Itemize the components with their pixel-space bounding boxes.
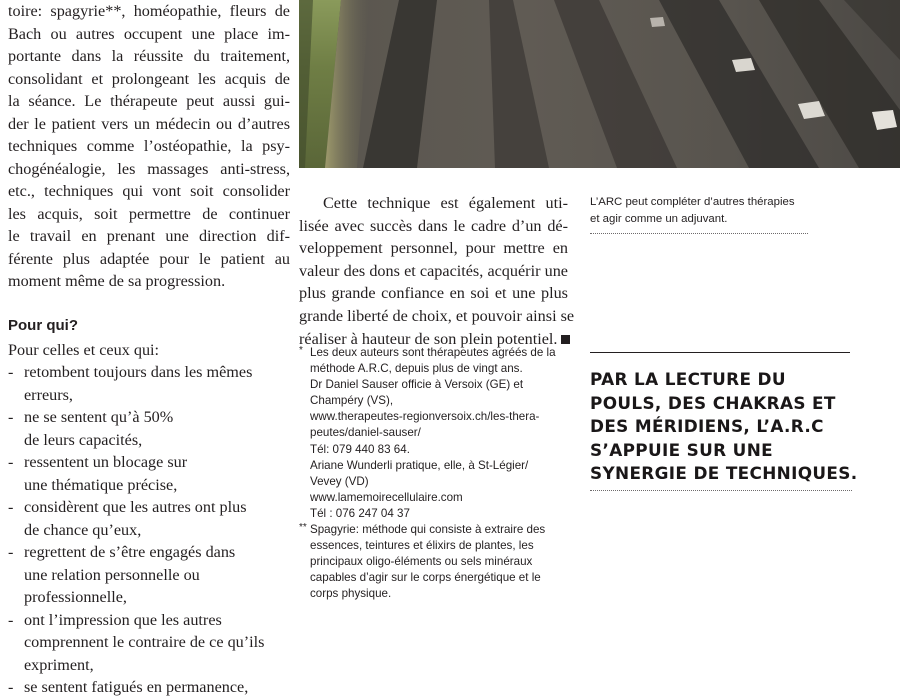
bullet-dash: - — [8, 543, 14, 561]
list-item-text: ressentent un blocage sur — [24, 453, 188, 471]
list-item-text: une thématique précise, — [24, 475, 178, 494]
list-item-text: comprennent le contraire de ce qu’ils — [24, 633, 265, 651]
caption-line: et agir comme un adjuvant. — [590, 212, 728, 225]
section-heading: Pour qui? — [8, 316, 78, 334]
pull-quote-top-rule — [590, 352, 850, 353]
text-line: le travail en prenant une direction dif- — [8, 227, 290, 245]
text-line: plus grande confiance en soi et une plus — [299, 284, 568, 303]
list-item-text: de chance qu’eux, — [24, 520, 142, 539]
footnote-link[interactable]: www.therapeutes-regionversoix.ch/les-thera- — [310, 410, 540, 424]
text-line: techniques comme l’ostéopathie, la psy- — [8, 137, 290, 155]
photo-caption — [590, 194, 830, 227]
bullet-dash: - — [8, 678, 14, 696]
list-item-text: regrettent de s’être engagés dans — [24, 543, 236, 561]
left-column — [8, 0, 290, 699]
text-line: moment même de sa progression. — [8, 272, 226, 290]
footnote — [299, 345, 567, 522]
pull-quote-bottom-divider — [590, 490, 852, 491]
intro-text: Pour celles et ceux qui: — [8, 340, 160, 359]
bullet-dash: - — [8, 453, 14, 471]
list-item-text: retombent toujours dans les mêmes — [24, 363, 253, 381]
text-line: Bach ou autres occupent une place im- — [8, 24, 290, 43]
list-item — [8, 676, 290, 699]
text-line: etc., techniques qui vont soit consolider — [8, 182, 290, 200]
text-line: grande liberté de choix, et pouvoir ainsi se — [299, 306, 575, 325]
list-item-text: ne se sentent qu’à 50% — [24, 408, 174, 426]
pull-quote-line: POULS, DES CHAKRAS ET — [590, 393, 836, 414]
text-line: chogénéalogie, les massages anti-stress, — [8, 159, 290, 178]
pull-quote — [590, 369, 870, 487]
list-item-text: se sentent fatigués en permanence, — [24, 678, 249, 696]
footnotes — [299, 345, 567, 603]
pull-quote-line: DES MÉRIDIENS, L’A.R.C — [590, 417, 824, 437]
bullet-dash: - — [8, 610, 14, 629]
pull-quote-line: S’APPUIE SUR UNE — [590, 440, 773, 461]
caption-line: L’ARC peut compléter d’autres thérapies — [590, 196, 795, 208]
list-item-text: de leurs capacités, — [24, 430, 143, 449]
footnote-text: Ariane Wunderli pratique, elle, à St-Légier/ — [310, 458, 529, 472]
end-of-article-square-icon — [561, 335, 570, 344]
left-paragraph — [8, 0, 290, 293]
footnote-text: capables d’agir sur le corps énergétique et le — [310, 571, 541, 585]
text-line: Cette technique est également uti- — [323, 194, 568, 212]
road-photo-icon — [299, 0, 900, 168]
text-line: toire: spagyrie**, homéopathie, fleurs de — [8, 2, 290, 20]
footnote-text: Les deux auteurs sont thérapeutes agréés de la — [310, 346, 556, 359]
text-line: portante dans la réussite du traitement, — [8, 47, 290, 65]
list-item — [8, 451, 290, 496]
bullet-dash: - — [8, 408, 14, 426]
footnote-text: Tél: 079 440 83 64. — [310, 442, 410, 456]
text-line: les acquis, soit permettre de continuer — [8, 204, 290, 223]
bullet-list — [8, 361, 290, 699]
footnote-text: Dr Daniel Sauser officie à Versoix (GE) et — [310, 378, 524, 392]
footnote-text: principaux oligo-éléments ou sels minéraux — [310, 555, 533, 569]
list-item-text: une relation personnelle ou — [24, 565, 200, 584]
footnote-link[interactable]: peutes/daniel-sauser/ — [310, 426, 421, 440]
footnote-text: corps physique. — [310, 587, 392, 601]
list-item — [8, 496, 290, 541]
caption-divider — [590, 233, 808, 234]
list-item-text: professionnelle, — [24, 588, 127, 606]
text-line: veloppement personnel, pour mettre en — [299, 239, 568, 258]
road-photo — [299, 0, 900, 168]
footnote-text: Vevey (VD) — [310, 474, 369, 488]
text-line: férente plus adaptée pour le patient au — [8, 249, 290, 268]
list-item-text: expriment, — [24, 655, 94, 674]
text-line: valeur des dons et capacités, acquérir une — [299, 261, 568, 280]
footnote-text: essences, teintures et élixirs de plantes, les — [310, 539, 534, 553]
footnote-marker: * — [299, 345, 303, 356]
list-item — [8, 406, 290, 451]
footnote-text: Champéry (VS), — [310, 394, 394, 408]
text-line: lisée avec succès dans le cadre d’un dé- — [299, 216, 568, 235]
pull-quote-line: PAR LA LECTURE DU — [590, 370, 786, 390]
list-item-text: ont l’impression que les autres — [24, 610, 222, 629]
footnote-link[interactable]: www.lamemoirecellulaire.com — [310, 490, 463, 504]
text-line: consolidant et prolongeant les acquis de — [8, 69, 290, 88]
list-item — [8, 609, 290, 677]
text-line: la séance. Le thérapeute peut aussi gui- — [8, 92, 290, 110]
middle-column — [299, 192, 575, 350]
footnote-text: Tél : 076 247 04 37 — [310, 506, 410, 520]
text-line: der le patient vers un médecin ou d’autres — [8, 114, 290, 133]
list-item-text: considèrent que les autres ont plus — [24, 498, 247, 516]
list-item — [8, 541, 290, 609]
pull-quote-line: SYNERGIE DE TECHNIQUES. — [590, 464, 858, 484]
footnote — [299, 522, 567, 602]
footnote-text: Spagyrie: méthode qui consiste à extraire des — [310, 523, 546, 537]
footnote-text: méthode A.R.C, depuis plus de vingt ans. — [310, 362, 523, 376]
text-line: réaliser à hauteur de son plein potentiel. — [299, 329, 558, 348]
bullet-dash: - — [8, 498, 14, 516]
list-item-text: erreurs, — [24, 385, 73, 404]
bullet-dash: - — [8, 363, 14, 381]
list-item — [8, 361, 290, 406]
footnote-marker: ** — [299, 522, 307, 534]
